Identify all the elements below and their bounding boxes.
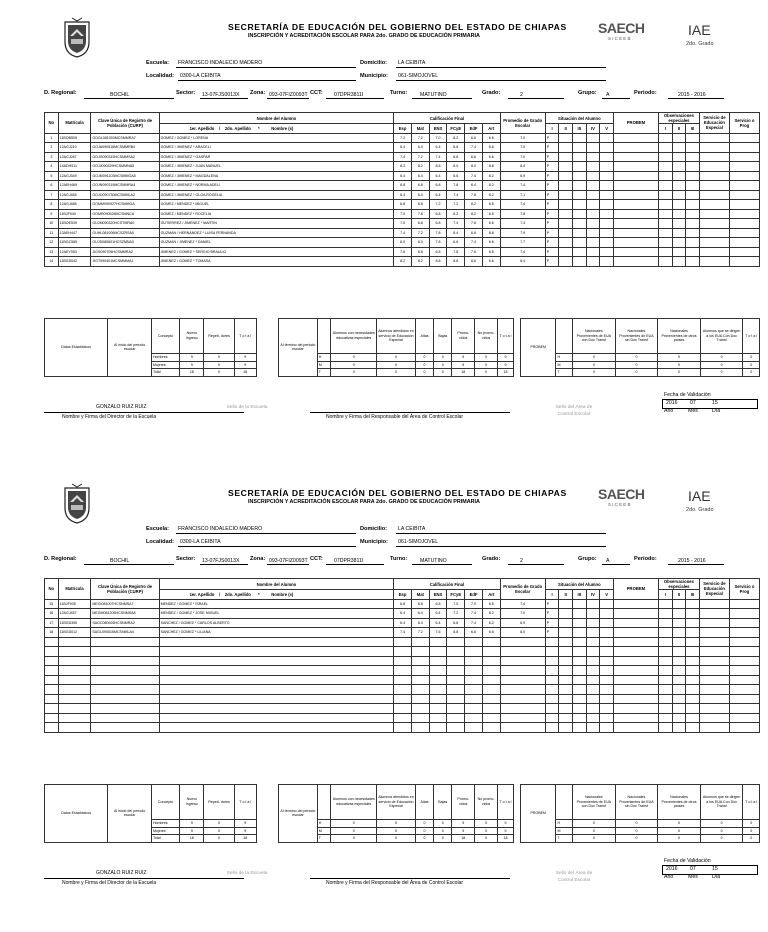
table-header-row [45,579,760,590]
table-row: 7 12AGJ465 GOJO090730MCSMMLA2 GOMEZ / JIMENEZ * OLGA ROGELIA 6.4 6.4 6.4 7.4 7.8 8.2 7.1 P [45,190,760,200]
escuela-value: FRANCISCO INDALECIO MADERO [178,526,263,532]
periodo-value: 2015 - 2016 [678,92,706,98]
col-apellidos: 1er. Apellido / 2do. Apellido * Nombre (s) [159,124,394,134]
table-row [45,694,760,704]
table-row [45,685,760,695]
col-observaciones: Observaciones especiales [658,579,699,590]
col-observaciones: Observaciones especiales [658,113,699,124]
table-row [45,704,760,714]
escuela-label: Escuela: [146,60,170,66]
localidad-value: 0300-LA CEIBITA [180,539,221,545]
header-subtitle: INSCRIPCIÓN Y ACREDITACIÓN ESCOLAR PARA 2do. GRADO DE EDUCACIÓN PRIMARIA [248,499,480,505]
table-row: 1 11BOB509 GOGL081003MCSMMRA7 GOMEZ / GOMEZ * LORENA 7.2 7.2 7.0 8.2 6.6 6.6 7.0 P [45,133,760,143]
domicilio-label: Domicilio: [360,60,388,66]
localidad-label: Localidad: [146,73,174,79]
saech-logo: SAECH [598,486,645,502]
col-mat: Mat [411,590,429,600]
document-page-2: SECRETARÍA DE EDUCACIÓN DEL GOBIERNO DEL ESTADO DE CHIAPAS INSCRIPCIÓN Y ACREDITACIÓN ESCOLAR PARA 2do. GRADO DE EDUCACIÓN PRIMARIA SAECH SICEEB IAE 2do. Grado Escuela: FRANCISCO INDALECIO MADERO Domicilio: LA CEIBITA Localidad: 0300-LA CEIBITA Municipio: 061-SIMOJOVEL D. Regional: BOCHIL Sector: 13-07FJS0013X Zona: 093-07FIZ0093T CCT: 07DPR3811I Turno: MATUTINO Grado: 2 Grupo: A Periodo: 2015 - 2016 No Matrícula Clave Única de Registro de Población (CURP) Nombre del Alumno Calificación Final Promedio de Grado Escolar Situación del Alumno PROBEM Observaciones especiales Servicio de Educación Especial Servicio o Prog 1er. Apellido / 2do. Apellido * Nombre (s) Esp Mat ENS FCyE EdF Art I II III IV V I II III 15 11BJF935 MEGI081007HCSNMSA7 MENDEZ / GOMEZ * ISRAEL 6.8 6.8 6.8 7.0 7.0 6.6 7.4 P 16 12AGJ457 MEGM081205HCSNMSA8 MENDEZ / GOMEZ * JOSE MIGUEL 6.4 6.4 6.4 7.2 7.4 8.2 7.0 P 17 11BGD355 SAGC080926HCSNMRA2 SANCHEZ / GOMEZ * CARLOS ALBERTO 6.4 6.4 6.4 6.8 7.4 6.2 6.9 P 18 11BGD012 SAGL090516MCSNMLA4 SANCHEZ / GOMEZ * LILIANA 7.4 7.2 7.6 8.8 6.6 6.6 8.0 P Datos Estadísticos Al inicio del periodo escolar Concepto Nuevo Ingreso Repeti- dores T o t a l Hombres 9 0 9 Mujeres 9 0 9 Total 18 0 18 Al término del periodo escolar Alumnos con necesidades educativas especiales Alumnos atendidos en servicio de Educación Especial Altas Bajas Promo- vidos No promo- vidos T o t a l H 0 0 0 0 9 0 9 M 0 0 0 0 9 0 9 T 0 0 0 0 18 0 18 PROBEM Nacionales Provenientes de EUA con Doc Transf Nacionales Provenientes de EUA sin Doc Transf Nacionales Provenientes de otros países Alumnos que se dirigen a los EUA Con Doc Transf T o t a l H 0 0 0 0 0 M 0 0 0 0 0 T 0 0 0 0 0 Fecha de Validación 2016 07 15 Año Mes Día GONZALO RUIZ RUIZ Nombre y Firma del Director de la Escuela Sello de la Escuela Nombre y Firma del Responsable del Área de Control Escolar Sello del Área de Control Escolar [0,466,768,932]
zona-value: 093-07FIZ0093T [269,92,308,98]
sello-area: Sello del Área de Control Escolar [555,871,593,883]
grupo-value: A [606,92,610,98]
grado-value: 2 [520,92,523,98]
director-name: GONZALO RUIZ RUIZ [96,404,147,410]
municipio-label: Municipio: [360,539,388,545]
zona-label: Zona: [250,90,266,96]
col-calificacion: Calificación Final [394,579,500,590]
table-row: 13 12AEY053 JIGS090705HCSMMRA2 JIMENEZ / GOMEZ * SERGIO BRAULIO 7.6 6.8 6.8 7.8 7.6 6.6 7.4 P [45,247,760,257]
stats-termino-table: Al término del periodo escolar Alumnos con necesidades educativas especiales Alumnos atendidos en servicio de Educación Especial Altas Bajas Promo- vidos No promo- vidos T o t a l H 0 0 0 0 9 0 9 M 0 0 0 0 9 0 9 T 0 0 0 0 18 0 18 [278,318,514,377]
domicilio-value: LA CEIBITA [398,526,426,532]
col-servicio-ed: Servicio de Educación Especial [699,579,729,600]
domicilio-value: LA CEIBITA [398,60,426,66]
domicilio-label: Domicilio: [360,526,388,532]
table-row: 5 12AGJ349 GOJM091103MCSMMGA8 GOMEZ / JIMENEZ * MAGDALENA 6.4 6.4 6.4 6.6 7.4 8.2 6.9 P [45,171,760,181]
chiapas-shield-icon [62,482,92,524]
turno-label: Turno: [390,90,408,96]
director-signature-label: Nombre y Firma del Director de la Escuela [62,880,157,886]
regional-value: BOCHIL [110,92,130,98]
header-title: SECRETARÍA DE EDUCACIÓN DEL GOBIERNO DEL ESTADO DE CHIAPAS [228,22,567,32]
col-matricula: Matrícula [58,579,91,600]
table-row [45,713,760,723]
col-probem: PROBEM [613,113,658,134]
col-esp: Esp [394,124,412,134]
fecha-validacion-label: Fecha de Validación [664,392,711,398]
stats-probem-table: PROBEM Nacionales Provenientes de EUA con Doc Transf Nacionales Provenientes de EUA sin Doc Transf Nacionales Provenientes de otros países Alumnos que se dirigen a los EUA Con Doc Transf T o t a l H 0 0 0 0 0 M 0 0 0 0 0 T 0 0 0 0 0 [520,784,760,843]
col-probem: PROBEM [613,579,658,600]
grado-label: 2do. Grado [686,507,714,513]
students-table: No Matrícula Clave Única de Registro de Población (CURP) Nombre del Alumno Calificación Final Promedio de Grado Escolar Situación del Alumno PROBEM Observaciones especiales Servicio de Educación Especial Servicio o Prog 1er. Apellido / 2do. Apellido * Nombre (s) Esp Mat ENS FCyE EdF Art I II III IV V I II III 15 11BJF935 MEGI081007HCSNMSA7 MENDEZ / GOMEZ * ISRAEL 6.8 6.8 6.8 7.0 7.0 6.6 7.4 P 16 12AGJ457 MEGM081205HCSNMSA8 MENDEZ / GOMEZ * JOSE MIGUEL 6.4 6.4 6.4 7.2 7.4 8.2 7.0 P 17 11BGD355 SAGC080926HCSNMRA2 SANCHEZ / GOMEZ * CARLOS ALBERTO 6.4 6.4 6.4 6.8 7.4 6.2 6.9 P 18 11BGD012 SAGL090516MCSNMLA4 SANCHEZ / GOMEZ * LILIANA 7.4 7.2 7.6 8.8 6.6 6.6 8.0 P [44,578,760,733]
table-row: 17 11BGD355 SAGC080926HCSNMRA2 SANCHEZ / GOMEZ * CARLOS ALBERTO 6.4 6.4 6.4 6.8 7.4 6.2 6.9 P [45,618,760,628]
director-name: GONZALO RUIZ RUIZ [96,870,147,876]
table-row [45,675,760,685]
col-art: Art [482,124,500,134]
grado-label: 2do. Grado [686,41,714,47]
col-ens: ENS [429,124,447,134]
table-row: 11 13AEH447 GUHL081006MCSZRSA5 GUZMAN / HERNANDEZ * LUISA FERNANDA 7.4 7.2 7.8 8.4 6.6 8.6 7.9 P [45,228,760,238]
col-edf: EdF [465,124,483,134]
grado-label: Grado: [482,90,501,96]
sector-label: Sector: [176,556,196,562]
responsable-signature-label: Nombre y Firma del Responsable del Área de Control Escolar [326,880,464,886]
director-signature-label: Nombre y Firma del Director de la Escuela [62,414,157,420]
sello-escuela: Sello de la Escuela [226,871,268,876]
regional-label: D. Regional: [44,90,77,96]
stats-inicio-table: Datos Estadísticos Al inicio del periodo escolar Concepto Nuevo Ingreso Repeti- dores T o t a l Hombres 9 0 9 Mujeres 9 0 9 Total 18 0 18 [44,318,272,377]
col-curp: Clave Única de Registro de Población (CURP) [91,579,159,600]
students-table: No Matrícula Clave Única de Registro de Población (CURP) Nombre del Alumno Calificación Final Promedio de Grado Escolar Situación del Alumno PROBEM Observaciones especiales Servicio de Educación Especial Servicio o Prog 1er. Apellido / 2do. Apellido * Nombre (s) Esp Mat ENS FCyE EdF Art I II III IV V I II III 1 11BOB509 GOGL081003MCSMMRA7 GOMEZ / GOMEZ * LORENA 7.2 7.2 7.0 8.2 6.6 6.6 7.0 P 2 12AGJ210 GOJA090516MCSMMRB4 GOMEZ / JIMENEZ * ARACELI 6.4 6.4 6.4 6.6 7.4 6.6 7.0 P 3 12AGJ287 GOJG090315HCSMMSA2 GOMEZ / JIMENEZ * GASPAR 7.4 7.2 7.4 6.6 6.6 6.6 7.0 P 4 14ADH511 GOJJ090329HCSMMNA5 GOMEZ / JIMENEZ * JUAN MANUEL 8.2 8.2 8.8 8.0 8.0 8.6 8.4 P 5 12AGJ349 GOJM091103MCSMMGA8 GOMEZ / JIMENEZ * MAGDALENA 6.4 6.4 6.4 6.6 7.4 8.2 6.9 P 6 12AEH469 GOJN090319MCSMMRA4 GOMEZ / JIMENEZ * NORMA ADELI 6.8 6.8 6.8 7.8 6.4 8.2 7.4 P 7 12AGJ465 GOJO090730MCSMMLA2 GOMEZ / JIMENEZ * OLGA ROGELIA 6.4 6.4 6.4 7.4 7.8 8.2 7.1 P 8 12AGJ485 GOMM090927HCSMMGA GOMEZ / MENDEZ * MIGUEL 6.8 6.8 7.2 7.2 8.2 6.6 7.4 P 9 11BJF940 GOMR090528MCSMNCA GOMEZ / MENDEZ * ROCELIA 7.0 7.8 6.8 8.2 8.2 6.6 7.8 P 10 11BOE539 GUJM090320HCSTMRA0 GUTIERREZ / JIMENEZ * MARTIN 7.0 6.8 6.8 7.4 7.6 6.6 7.4 P 11 13AEH447 GUHL081006MCSZRSA5 GUZMAN / HERNANDEZ * LUISA FERNANDA 7.4 7.2 7.8 8.4 6.6 8.6 7.9 P 12 11BGC585 GUJD080601HCSZMNA3 GUZMAN / JIMENEZ * DANIEL 8.0 8.0 7.8 6.6 7.4 6.6 7.7 P 13 12AEY053 JIGS090705HCSMMRA2 JIMENEZ / GOMEZ * SERGIO BRAULIO 7.6 6.8 6.8 7.8 7.6 6.6 7.4 P 14 11BGD042 JIGT090401MCSMMMA1 JIMENEZ / GOMEZ * TOMASA 8.2 8.2 8.8 8.6 8.6 6.6 8.4 P [44,112,760,267]
municipio-value: 061-SIMOJOVEL [398,73,439,79]
col-promedio: Promedio de Grado Escolar [500,579,545,600]
col-no: No [45,113,59,134]
col-no: No [45,579,59,600]
table-row [45,666,760,676]
grado-value: 2 [520,558,523,564]
zona-value: 093-07FIZ0093T [269,558,308,564]
turno-value: MATUTINO [420,558,447,564]
col-fcye: FCyE [447,590,465,600]
col-situacion: Situación del Alumno [545,579,613,590]
periodo-label: Periodo: [634,556,657,562]
cct-value: 07DPR3811I [334,558,364,564]
sector-label: Sector: [176,90,196,96]
sector-value: 13-07FJS0013X [202,92,240,98]
fecha-validacion-label: Fecha de Validación [664,858,711,864]
table-row [45,637,760,647]
escuela-label: Escuela: [146,526,170,532]
col-calificacion: Calificación Final [394,113,500,124]
col-apellidos: 1er. Apellido / 2do. Apellido * Nombre (s) [159,590,394,600]
col-edf: EdF [465,590,483,600]
table-row: 4 14ADH511 GOJJ090329HCSMMNA5 GOMEZ / JIMENEZ * JUAN MANUEL 8.2 8.2 8.8 8.0 8.0 8.6 8.4 P [45,162,760,172]
col-situacion: Situación del Alumno [545,113,613,124]
table-row: 2 12AGJ210 GOJA090516MCSMMRB4 GOMEZ / JIMENEZ * ARACELI 6.4 6.4 6.4 6.6 7.4 6.6 7.0 P [45,143,760,153]
escuela-value: FRANCISCO INDALECIO MADERO [178,60,263,66]
table-row [45,723,760,733]
zona-label: Zona: [250,556,266,562]
col-promedio: Promedio de Grado Escolar [500,113,545,134]
grupo-value: A [606,558,610,564]
grado-label: Grado: [482,556,501,562]
col-fcye: FCyE [447,124,465,134]
saech-logo: SAECH [598,20,645,36]
siceeb-logo: SICEEB [608,502,632,507]
regional-value: BOCHIL [110,558,130,564]
iae-label: IAE [688,22,711,38]
cct-label: CCT: [310,90,323,96]
municipio-label: Municipio: [360,73,388,79]
col-matricula: Matrícula [58,113,91,134]
sello-area: Sello del Área de Control Escolar [555,405,593,417]
grupo-label: Grupo: [578,556,597,562]
localidad-value: 0300-LA CEIBITA [180,73,221,79]
col-esp: Esp [394,590,412,600]
sector-value: 13-07FJS0013X [202,558,240,564]
col-mat: Mat [411,124,429,134]
iae-label: IAE [688,488,711,504]
table-row: 15 11BJF935 MEGI081007HCSNMSA7 MENDEZ / GOMEZ * ISRAEL 6.8 6.8 6.8 7.0 7.0 6.6 7.4 P [45,599,760,609]
sello-escuela: Sello de la Escuela [226,405,268,410]
siceeb-logo: SICEEB [608,36,632,41]
table-row: 16 12AGJ457 MEGM081205HCSNMSA8 MENDEZ / GOMEZ * JOSE MIGUEL 6.4 6.4 6.4 7.2 7.4 8.2 7.0 P [45,609,760,619]
chiapas-shield-icon [62,16,92,58]
cct-value: 07DPR3811I [334,92,364,98]
col-servicio-prog: Servicio o Prog [729,579,759,600]
col-servicio-prog: Servicio o Prog [729,113,759,134]
regional-label: D. Regional: [44,556,77,562]
periodo-value: 2015 - 2016 [678,558,706,564]
table-row: 18 11BGD012 SAGL090516MCSNMLA4 SANCHEZ / GOMEZ * LILIANA 7.4 7.2 7.6 8.8 6.6 6.6 8.0 P [45,628,760,638]
table-row: 10 11BOE539 GUJM090320HCSTMRA0 GUTIERREZ / JIMENEZ * MARTIN 7.0 6.8 6.8 7.4 7.6 6.6 7.4 P [45,219,760,229]
document-page-1: SECRETARÍA DE EDUCACIÓN DEL GOBIERNO DEL ESTADO DE CHIAPAS INSCRIPCIÓN Y ACREDITACIÓN ESCOLAR PARA 2do. GRADO DE EDUCACIÓN PRIMARIA SAECH SICEEB IAE 2do. Grado Escuela: FRANCISCO INDALECIO MADERO Domicilio: LA CEIBITA Localidad: 0300-LA CEIBITA Municipio: 061-SIMOJOVEL D. Regional: BOCHIL Sector: 13-07FJS0013X Zona: 093-07FIZ0093T CCT: 07DPR3811I Turno: MATUTINO Grado: 2 Grupo: A Periodo: 2015 - 2016 No Matrícula Clave Única de Registro de Población (CURP) Nombre del Alumno Calificación Final Promedio de Grado Escolar Situación del Alumno PROBEM Observaciones especiales Servicio de Educación Especial Servicio o Prog 1er. Apellido / 2do. Apellido * Nombre (s) Esp Mat ENS FCyE EdF Art I II III IV V I II III 1 11BOB509 GOGL081003MCSMMRA7 GOMEZ / GOMEZ * LORENA 7.2 7.2 7.0 8.2 6.6 6.6 7.0 P 2 12AGJ210 GOJA090516MCSMMRB4 GOMEZ / JIMENEZ * ARACELI 6.4 6.4 6.4 6.6 7.4 6.6 7.0 P 3 12AGJ287 GOJG090315HCSMMSA2 GOMEZ / JIMENEZ * GASPAR 7.4 7.2 7.4 6.6 6.6 6.6 7.0 P 4 14ADH511 GOJJ090329HCSMMNA5 GOMEZ / JIMENEZ * JUAN MANUEL 8.2 8.2 8.8 8.0 8.0 8.6 8.4 P 5 12AGJ349 GOJM091103MCSMMGA8 GOMEZ / JIMENEZ * MAGDALENA 6.4 6.4 6.4 6.6 7.4 8.2 6.9 P 6 12AEH469 GOJN090319MCSMMRA4 GOMEZ / JIMENEZ * NORMA ADELI 6.8 6.8 6.8 7.8 6.4 8.2 7.4 P 7 12AGJ465 GOJO090730MCSMMLA2 GOMEZ / JIMENEZ * OLGA ROGELIA 6.4 6.4 6.4 7.4 7.8 8.2 7.1 P 8 12AGJ485 GOMM090927HCSMMGA GOMEZ / MENDEZ * MIGUEL 6.8 6.8 7.2 7.2 8.2 6.6 7.4 P 9 11BJF940 GOMR090528MCSMNCA GOMEZ / MENDEZ * ROCELIA 7.0 7.8 6.8 8.2 8.2 6.6 7.8 P 10 11BOE539 GUJM090320HCSTMRA0 GUTIERREZ / JIMENEZ * MARTIN 7.0 6.8 6.8 7.4 7.6 6.6 7.4 P 11 13AEH447 GUHL081006MCSZRSA5 GUZMAN / HERNANDEZ * LUISA FERNANDA 7.4 7.2 7.8 8.4 6.6 8.6 7.9 P 12 11BGC585 GUJD080601HCSZMNA3 GUZMAN / JIMENEZ * DANIEL 8.0 8.0 7.8 6.6 7.4 6.6 7.7 P 13 12AEY053 JIGS090705HCSMMRA2 JIMENEZ / GOMEZ * SERGIO BRAULIO 7.6 6.8 6.8 7.8 7.6 6.6 7.4 P 14 11BGD042 JIGT090401MCSMMMA1 JIMENEZ / GOMEZ * TOMASA 8.2 8.2 8.8 8.6 8.6 6.6 8.4 P Datos Estadísticos Al inicio del periodo escolar Concepto Nuevo Ingreso Repeti- dores T o t a l Hombres 9 0 9 Mujeres 9 0 9 Total 18 0 18 Al término del periodo escolar Alumnos con necesidades educativas especiales Alumnos atendidos en servicio de Educación Especial Altas Bajas Promo- vidos No promo- vidos T o t a l H 0 0 0 0 9 0 9 M 0 0 0 0 9 0 9 T 0 0 0 0 18 0 18 PROBEM Nacionales Provenientes de EUA con Doc Transf Nacionales Provenientes de EUA sin Doc Transf Nacionales Provenientes de otros países Alumnos que se dirigen a los EUA Con Doc Transf T o t a l H 0 0 0 0 0 M 0 0 0 0 0 T 0 0 0 0 0 Fecha de Validación 2016 07 15 Año Mes Día GONZALO RUIZ RUIZ Nombre y Firma del Director de la Escuela Sello de la Escuela Nombre y Firma del Responsable del Área de Control Escolar Sello del Área de Control Escolar [0,0,768,466]
table-header-row [45,113,760,124]
table-row [45,647,760,657]
cct-label: CCT: [310,556,323,562]
table-row: 14 11BGD042 JIGT090401MCSMMMA1 JIMENEZ / GOMEZ * TOMASA 8.2 8.2 8.8 8.6 8.6 6.6 8.4 P [45,257,760,267]
col-art: Art [482,590,500,600]
turno-label: Turno: [390,556,408,562]
table-row: 9 11BJF940 GOMR090528MCSMNCA GOMEZ / MENDEZ * ROCELIA 7.0 7.8 6.8 8.2 8.2 6.6 7.8 P [45,209,760,219]
stats-termino-table: Al término del periodo escolar Alumnos con necesidades educativas especiales Alumnos atendidos en servicio de Educación Especial Altas Bajas Promo- vidos No promo- vidos T o t a l H 0 0 0 0 9 0 9 M 0 0 0 0 9 0 9 T 0 0 0 0 18 0 18 [278,784,514,843]
col-curp: Clave Única de Registro de Población (CURP) [91,113,159,134]
periodo-label: Periodo: [634,90,657,96]
localidad-label: Localidad: [146,539,174,545]
col-servicio-ed: Servicio de Educación Especial [699,113,729,134]
municipio-value: 061-SIMOJOVEL [398,539,439,545]
datos-estadisticos: Datos Estadísticos [45,319,108,377]
turno-value: MATUTINO [420,92,447,98]
table-row: 6 12AEH469 GOJN090319MCSMMRA4 GOMEZ / JIMENEZ * NORMA ADELI 6.8 6.8 6.8 7.8 6.4 8.2 7.4 P [45,181,760,191]
datos-estadisticos: Datos Estadísticos [45,785,108,843]
responsable-signature-label: Nombre y Firma del Responsable del Área de Control Escolar [326,414,464,420]
col-nombre-alumno: Nombre del Alumno [159,579,394,590]
table-row [45,656,760,666]
stats-inicio-table: Datos Estadísticos Al inicio del periodo escolar Concepto Nuevo Ingreso Repeti- dores T o t a l Hombres 9 0 9 Mujeres 9 0 9 Total 18 0 18 [44,784,272,843]
col-nombre-alumno: Nombre del Alumno [159,113,394,124]
col-ens: ENS [429,590,447,600]
grupo-label: Grupo: [578,90,597,96]
header-subtitle: INSCRIPCIÓN Y ACREDITACIÓN ESCOLAR PARA 2do. GRADO DE EDUCACIÓN PRIMARIA [248,33,480,39]
table-row: 8 12AGJ485 GOMM090927HCSMMGA GOMEZ / MENDEZ * MIGUEL 6.8 6.8 7.2 7.2 8.2 6.6 7.4 P [45,200,760,210]
stats-probem-table: PROBEM Nacionales Provenientes de EUA con Doc Transf Nacionales Provenientes de EUA sin Doc Transf Nacionales Provenientes de otros países Alumnos que se dirigen a los EUA Con Doc Transf T o t a l H 0 0 0 0 0 M 0 0 0 0 0 T 0 0 0 0 0 [520,318,760,377]
table-row: 3 12AGJ287 GOJG090315HCSMMSA2 GOMEZ / JIMENEZ * GASPAR 7.4 7.2 7.4 6.6 6.6 6.6 7.0 P [45,152,760,162]
table-row: 12 11BGC585 GUJD080601HCSZMNA3 GUZMAN / JIMENEZ * DANIEL 8.0 8.0 7.8 6.6 7.4 6.6 7.7 P [45,238,760,248]
header-title: SECRETARÍA DE EDUCACIÓN DEL GOBIERNO DEL ESTADO DE CHIAPAS [228,488,567,498]
